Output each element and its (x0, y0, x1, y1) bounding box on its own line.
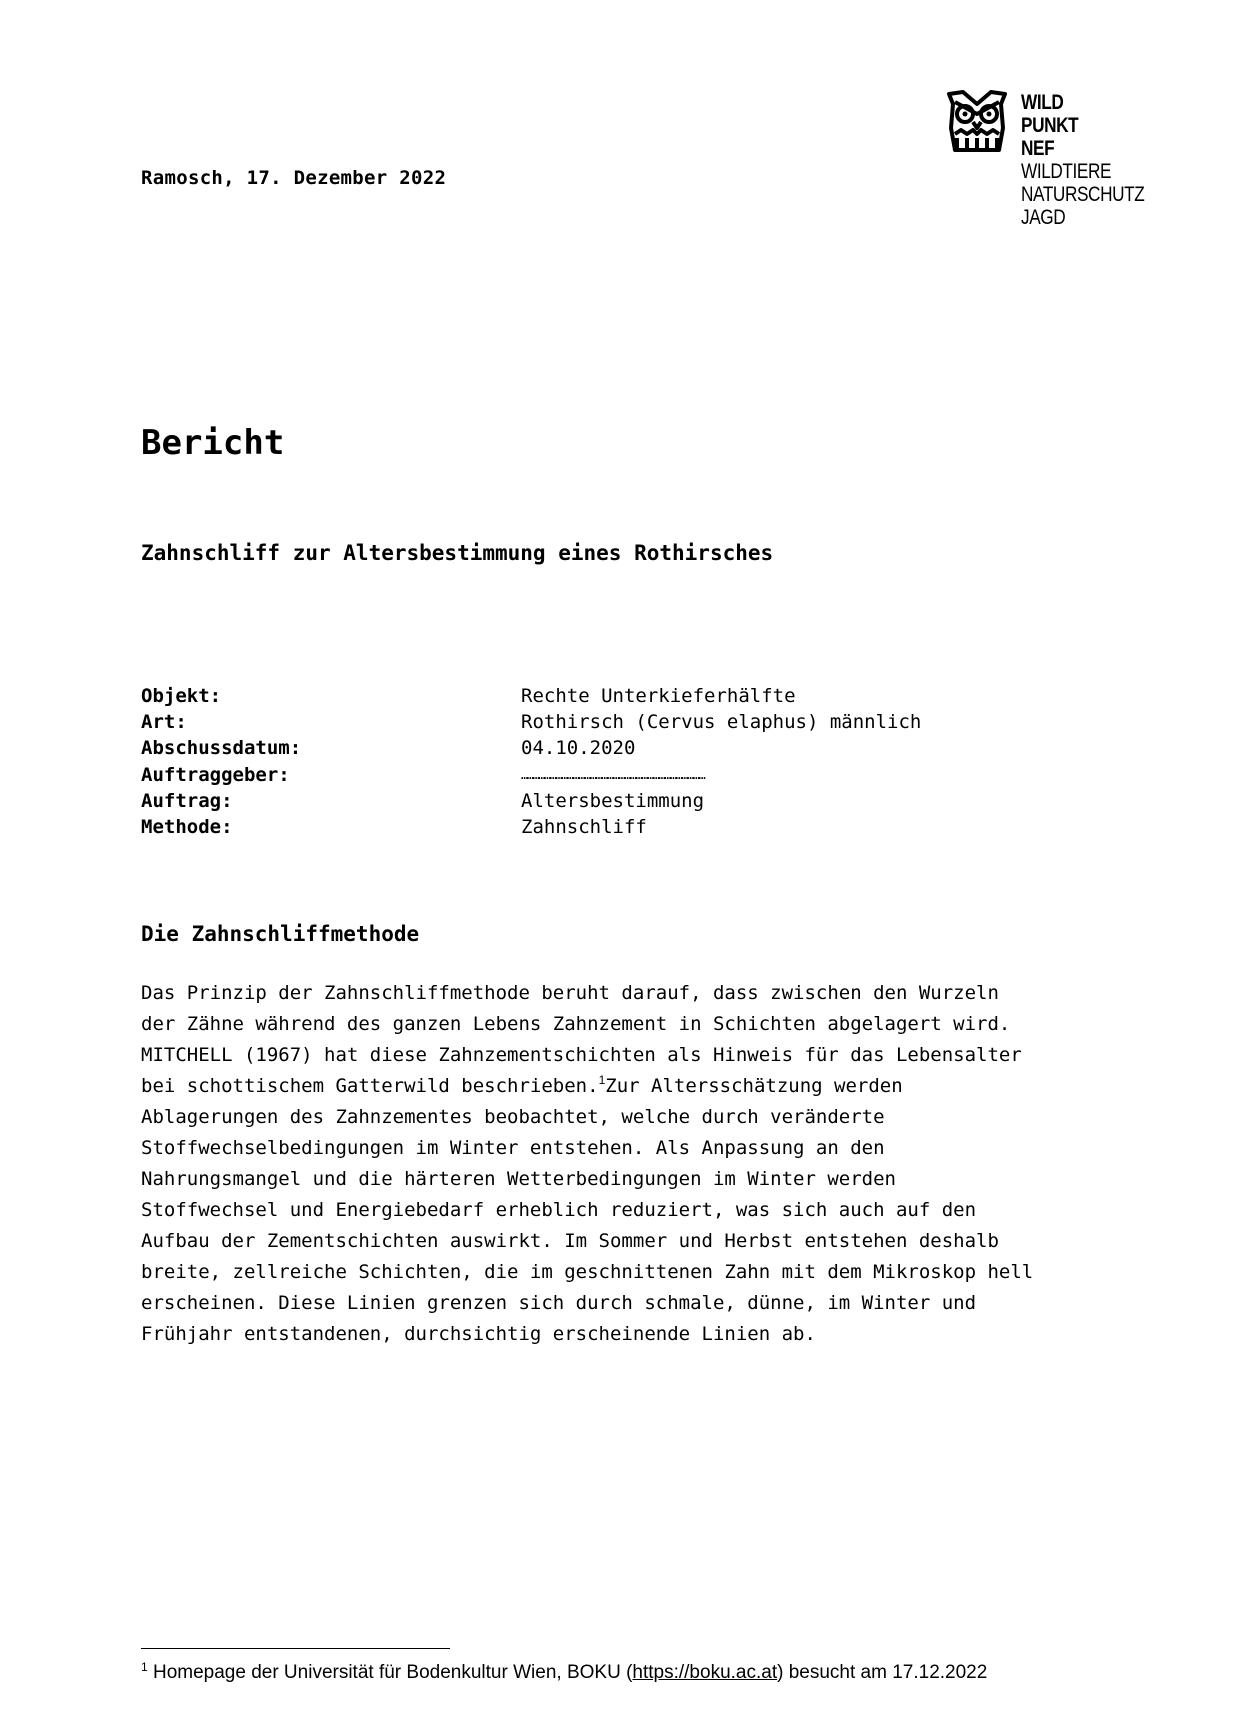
meta-label: Auftrag: (141, 789, 233, 812)
para-line: Nahrungsmangel und die härteren Wetterbedingungen im Winter werden (141, 1168, 896, 1190)
meta-label: Art: (141, 711, 187, 734)
para-line: breite, zellreiche Schichten, die im geschnittenen Zahn mit dem Mikroskop hell (141, 1261, 1034, 1283)
meta-value: 04.10.2020 (521, 737, 636, 760)
logo-text-jagd: JAGD (1021, 206, 1066, 229)
para-line: erscheinen. Diese Linien grenzen sich durch schmale, dünne, im Winter und (141, 1292, 977, 1314)
logo-text-punkt: PUNKT (1021, 114, 1079, 137)
logo-text-wild: WILD (1021, 91, 1064, 114)
logo (945, 88, 1145, 238)
para-line: der Zähne während des ganzen Lebens Zahnzement in Schichten abgelagert wird. (141, 1013, 1011, 1035)
body-paragraph (141, 978, 1151, 1350)
para-line (141, 1071, 1151, 1102)
meta-row-methode (141, 814, 921, 840)
report-subtitle: Zahnschliff zur Altersbestimmung eines Rothirsches (141, 541, 774, 565)
place-date: Ramosch, 17. Dezember 2022 (141, 167, 447, 189)
meta-value: Altersbestimmung (521, 789, 705, 812)
para-line-text: Zur Altersschätzung werden (605, 1075, 903, 1097)
section-heading: Die Zahnschliffmethode (141, 922, 420, 946)
para-line: Aufbau der Zementschichten auswirkt. Im Sommer und Herbst entstehen deshalb (141, 1230, 999, 1252)
meta-row-art (141, 709, 921, 735)
meta-label: Objekt: (141, 685, 222, 707)
logo-text-naturschutz: NATURSCHUTZ (1021, 183, 1145, 206)
meta-row-auftraggeber (141, 762, 921, 788)
meta-value-placeholder: …………………………………………………………………………………… (521, 767, 705, 782)
para-line: Ablagerungen des Zahnzementes beobachtet, welche durch veränderte (141, 1106, 885, 1128)
meta-row-auftrag (141, 788, 921, 814)
para-line: Stoffwechsel und Energiebedarf erheblich reduziert, was sich auch auf den (141, 1199, 977, 1221)
logo-text-nef: NEF (1021, 137, 1055, 160)
meta-label: Abschussdatum: (141, 737, 302, 760)
meta-table (141, 683, 921, 840)
meta-row-abschussdatum (141, 735, 921, 761)
footnote-link[interactable]: https://boku.ac.at (632, 1662, 778, 1683)
footnote-ref[interactable]: 1 (598, 1073, 606, 1087)
meta-value: Rechte Unterkieferhälfte (521, 685, 796, 707)
page-title: Bericht (141, 423, 285, 463)
footnote-number: 1 (141, 1660, 148, 1674)
meta-row-objekt (141, 683, 921, 709)
meta-label: Methode: (141, 816, 233, 839)
footnote-text: Homepage der Universität für Bodenkultur Wien, BOKU ( (147, 1662, 633, 1683)
meta-value: Rothirsch (Cervus elaphus) männlich (521, 711, 922, 734)
para-line: MITCHELL (1967) hat diese Zahnzementschichten als Hinweis für das Lebensalter (141, 1044, 1022, 1066)
meta-label: Auftraggeber: (141, 763, 290, 786)
owl-icon (945, 88, 1009, 158)
para-line: Stoffwechselbedingungen im Winter entstehen. Als Anpassung an den (141, 1137, 885, 1159)
logo-text-wildtiere: WILDTIERE (1021, 160, 1112, 183)
para-line: Das Prinzip der Zahnschliffmethode beruht darauf, dass zwischen den Wurzeln (141, 982, 999, 1004)
meta-value: Zahnschliff (521, 816, 647, 839)
footnote-text-after: ) besucht am 17.12.2022 (777, 1662, 988, 1683)
footnote (141, 1660, 987, 1684)
para-line: Frühjahr entstandenen, durchsichtig erscheinende Linien ab. (141, 1323, 816, 1345)
para-line-text: bei schottischem Gatterwild beschrieben. (141, 1075, 599, 1097)
footnote-separator (141, 1648, 450, 1649)
